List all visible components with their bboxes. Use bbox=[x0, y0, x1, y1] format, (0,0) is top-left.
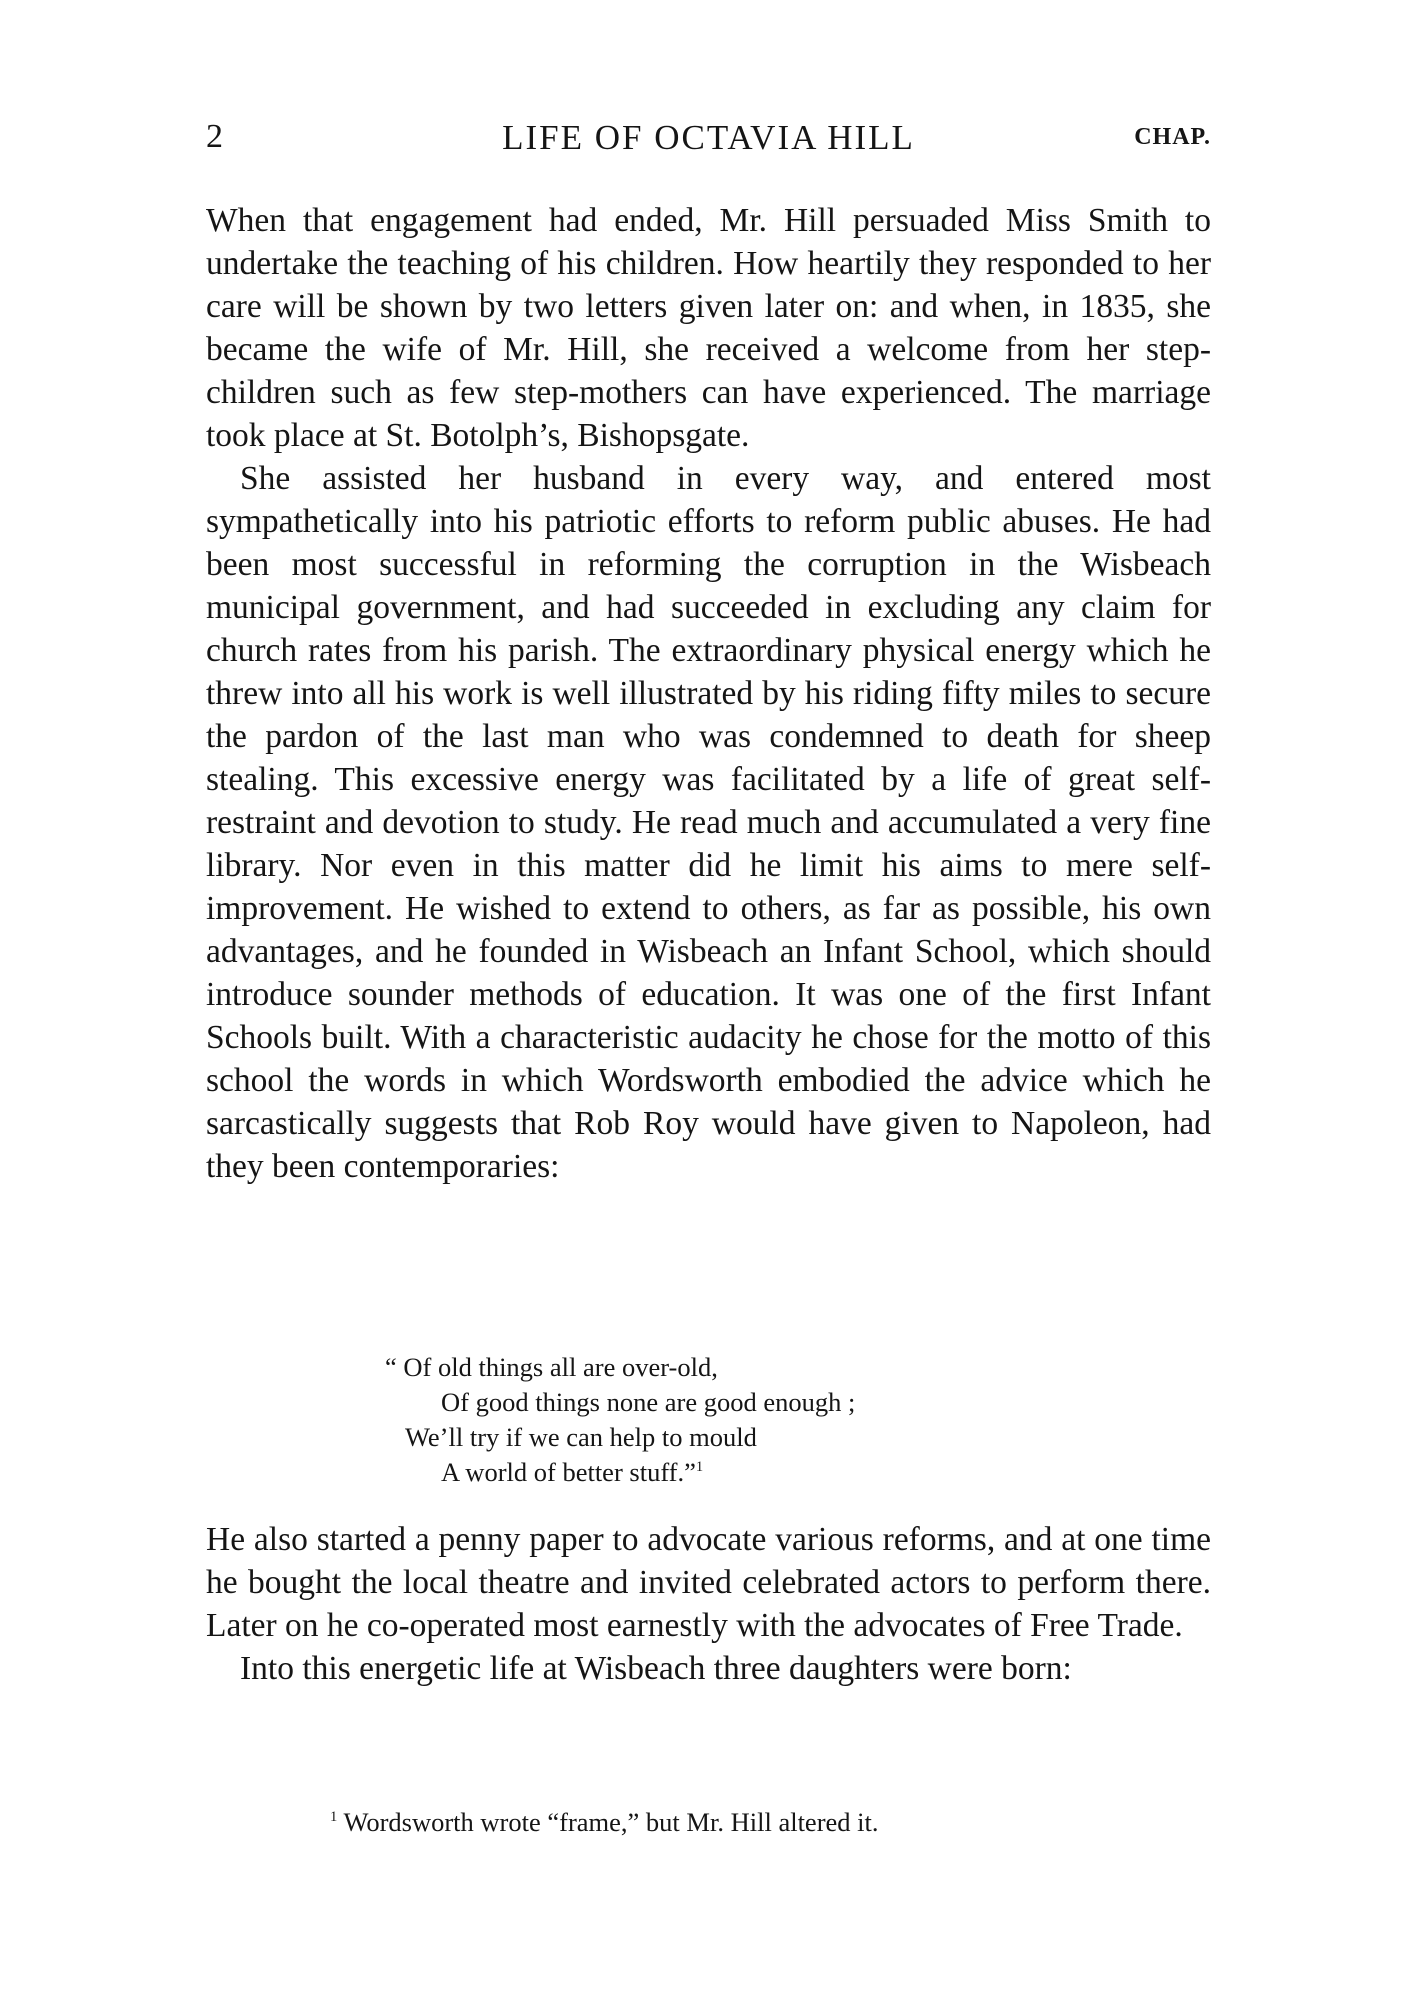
paragraph-3: He also started a penny paper to advocate various reforms, and at one time he bought the local theatre and invited celebrated actors to perform there. Later on he co-operated most earnestly with the advocates of Free Trade. bbox=[206, 1521, 1211, 1644]
paragraph-2: She assisted her husband in every way, and entered most sympathetically into his patriotic efforts to reform public abuses. He had been most successful in reforming the corruption in the Wisbeach municipal government, and had succeeded in excluding any claim for church rates from his parish. The extraordinary physical energy which he threw into all his work is well illustrated by his riding fifty miles to secure the pardon of the last man who was condemned to death for sheep stealing. This excessive energy was facilitated by a life of great self-restraint and devotion to study. He read much and accumulated a very fine library. Nor even in this matter did he limit his aims to mere self-improvement. He wished to extend to others, as far as possible, his own advantages, and he founded in Wisbeach an Infant School, which should introduce sounder methods of education. It was one of the first Infant Schools built. With a characteristic audacity he chose for the motto of this school the words in which Wordsworth embodied the advice which he sarcastically suggests that Rob Roy would have given to Napoleon, had they been contemporaries: bbox=[206, 460, 1211, 1185]
main-text bbox=[206, 199, 1211, 1188]
poem-line-4 bbox=[385, 1455, 1005, 1490]
page-number: 2 bbox=[206, 118, 224, 155]
paragraph-1: When that engagement had ended, Mr. Hill persuaded Miss Smith to undertake the teaching of his children. How heartily they responded to her care will be shown by two letters given later on: and when, in 1835, she became the wife of Mr. Hill, she received a welcome from her step-children such as few step-mothers can have experienced. The marriage took place at St. Botolph’s, Bishopsgate. bbox=[206, 202, 1211, 454]
chapter-label: CHAP. bbox=[1134, 124, 1211, 150]
continued-text bbox=[206, 1518, 1211, 1690]
footnote-reference: 1 bbox=[695, 1459, 704, 1476]
paragraph-4: Into this energetic life at Wisbeach three daughters were born: bbox=[240, 1650, 1072, 1687]
footnote bbox=[330, 1806, 1190, 1838]
poem-line-3: We’ll try if we can help to mould bbox=[405, 1422, 757, 1452]
page-header bbox=[206, 118, 1211, 178]
poem-line-4-text: A world of better stuff.” bbox=[441, 1457, 696, 1487]
running-title: LIFE OF OCTAVIA HILL bbox=[502, 118, 915, 157]
footnote-marker: 1 bbox=[330, 1809, 338, 1826]
poem-line-1: “ Of old things all are over-old, bbox=[385, 1352, 718, 1382]
poem-line-2: Of good things none are good enough ; bbox=[441, 1387, 856, 1417]
footnote-text: Wordsworth wrote “frame,” but Mr. Hill altered it. bbox=[343, 1807, 879, 1837]
poem-quote bbox=[385, 1350, 1005, 1490]
